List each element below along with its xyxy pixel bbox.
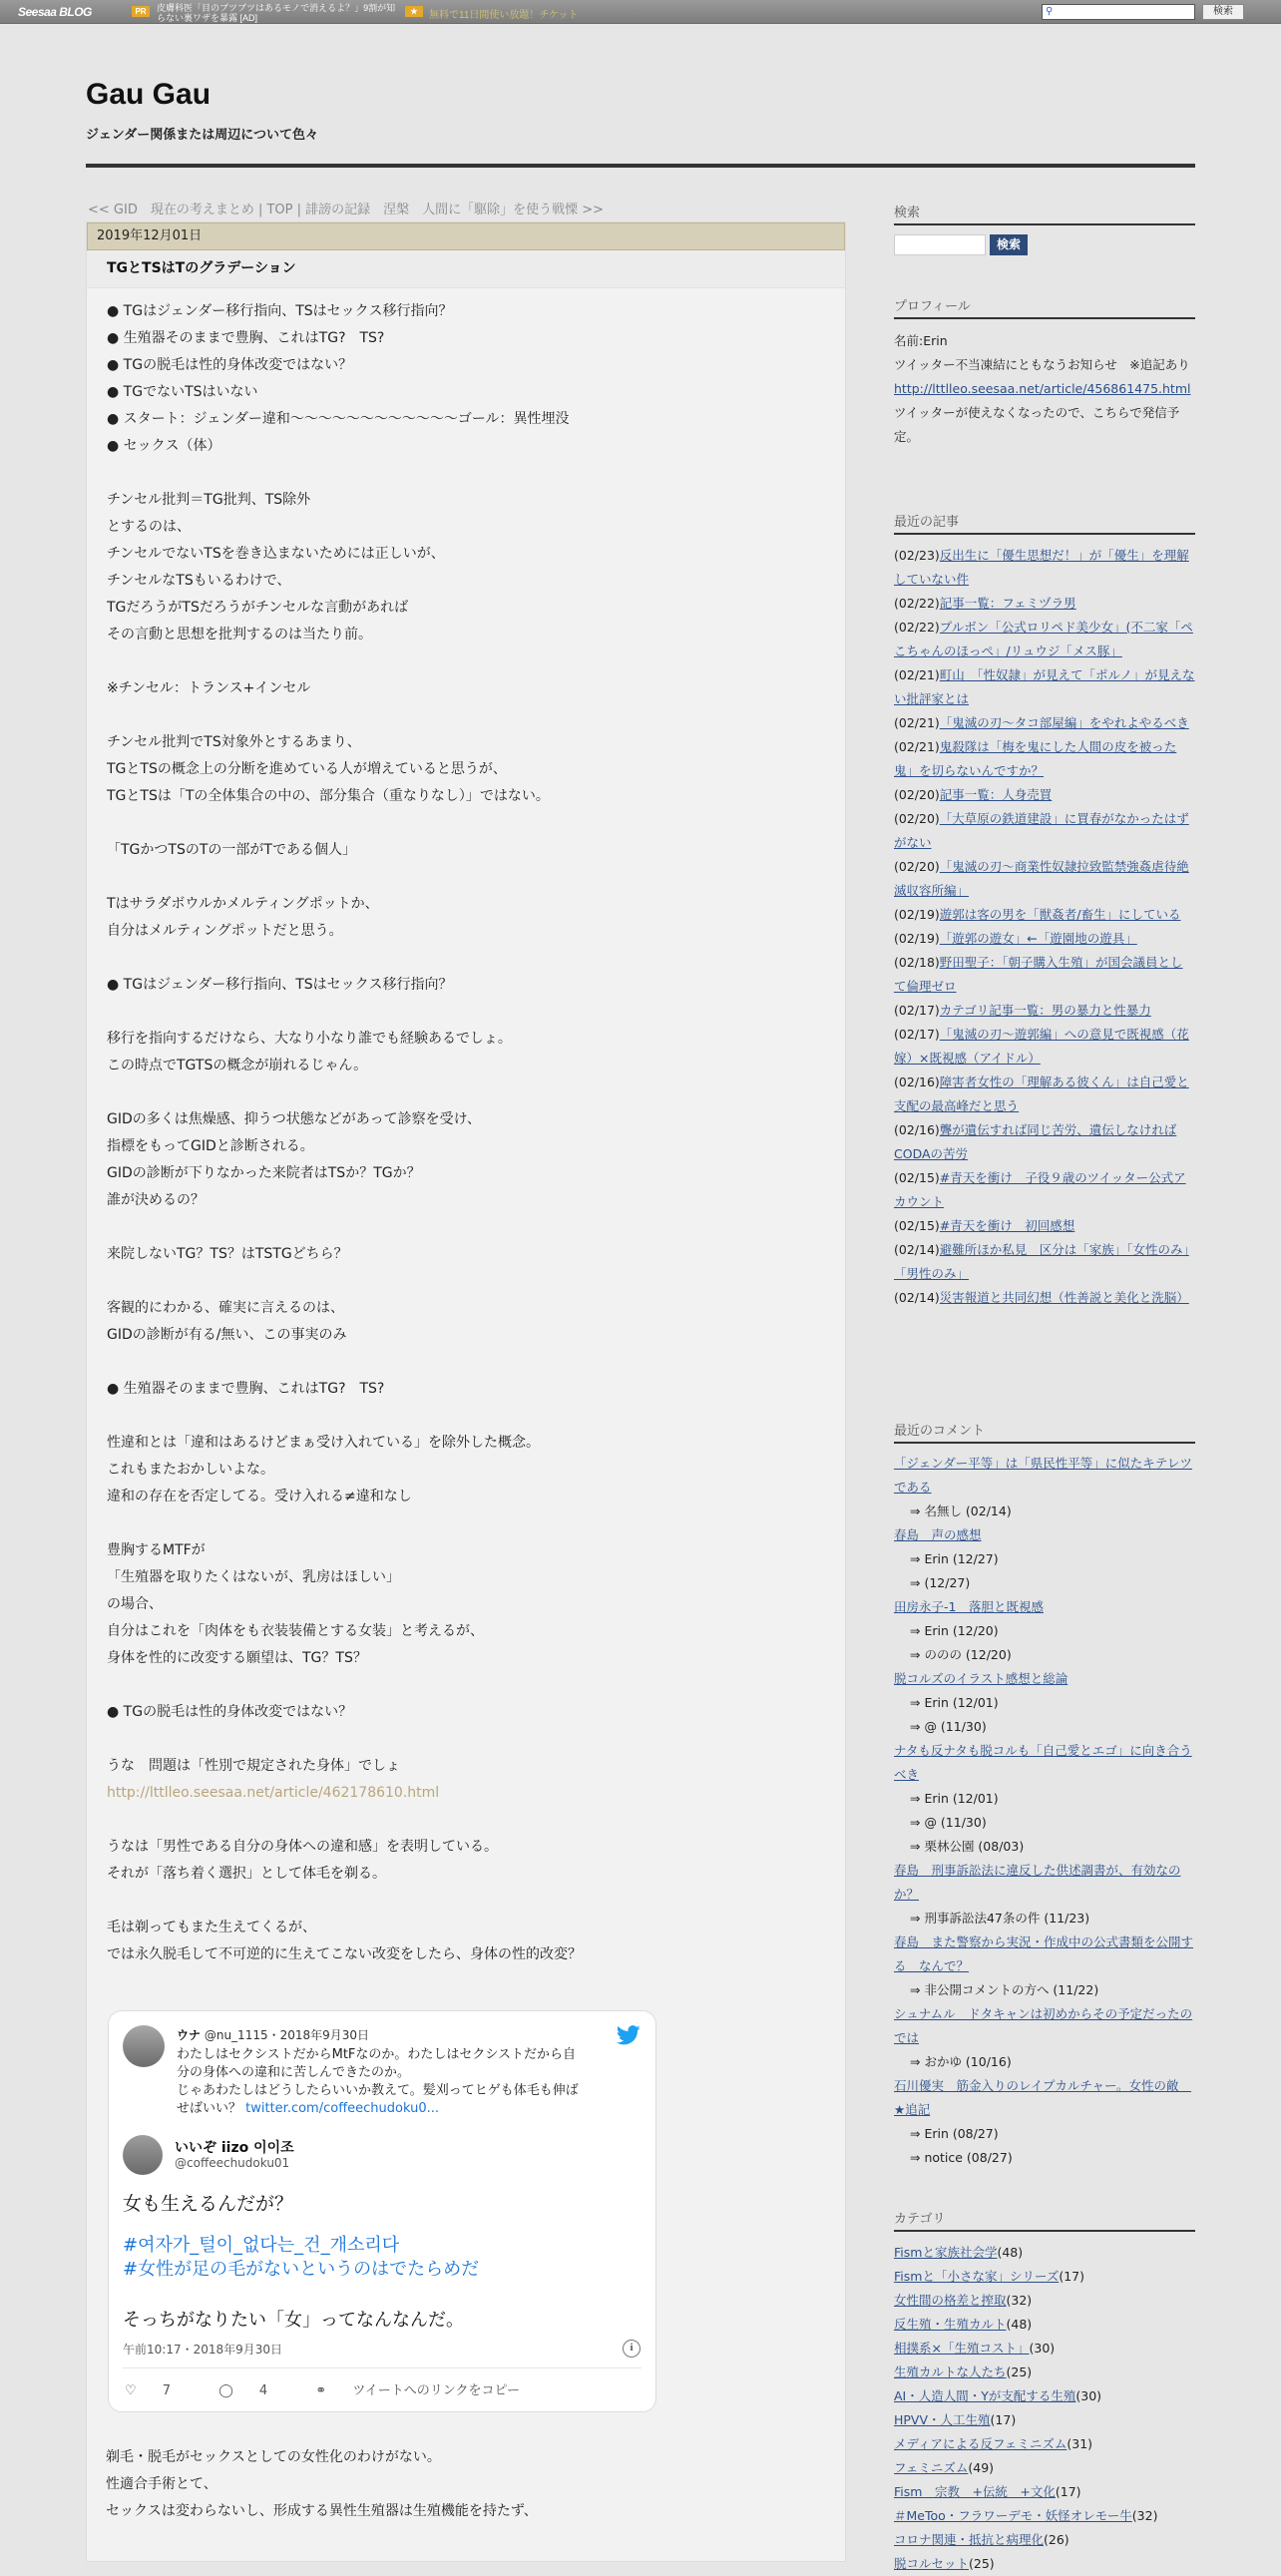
hashtags <box>123 2234 479 2282</box>
body-line: TGだろうがTSだろうがチンセルな言動があれば <box>107 600 409 616</box>
recent-article-date: (02/17) <box>894 1003 940 1018</box>
category-link[interactable]: 相撲系×「生殖コスト」 <box>894 2341 1030 2356</box>
blank-line <box>107 999 825 1026</box>
recent-article-link[interactable]: 災害報道と共同幻想（性善説と美化と洗脳） <box>939 1290 1189 1305</box>
recent-article-date: (02/14) <box>894 1242 940 1257</box>
body-link[interactable]: http://lttlleo.seesaa.net/article/462178610.html <box>107 1785 440 1801</box>
recent-article-date: (02/14) <box>894 1290 940 1305</box>
category-count: (49) <box>968 2460 995 2475</box>
recent-article-item <box>894 783 1195 807</box>
recent-article-link[interactable]: 「遊郭の遊女」←「遊園地の遊具」 <box>939 931 1137 946</box>
top-bar <box>0 0 1281 24</box>
body-line: ● TGはジェンダー移行指向、TSはセックス移行指向？ <box>107 977 453 993</box>
tweet-author[interactable]: ウナ @nu_1115・2018年9月30日 <box>177 2028 370 2042</box>
comment-entry[interactable]: ⇒ ののの (12/20) <box>910 1647 1012 1662</box>
recent-article-date: (02/23) <box>894 548 940 563</box>
blank-line <box>107 1079 825 1106</box>
recent-article-item <box>894 711 1195 735</box>
comment-entry[interactable]: ⇒ 刑事訴訟法47条の件 (11/23) <box>910 1911 1090 1926</box>
category-count: (32) <box>1131 2508 1158 2523</box>
ad-link[interactable]: 皮膚科医「目のブツブツはあるモノで消えるよ？」9割が知らない裏ワザを暴露 [AD] <box>157 3 396 23</box>
body-line: 指標をもってGIDと診断される。 <box>107 1138 314 1154</box>
recent-article-link[interactable]: 障害者女性の「理解ある彼くん」は自己愛と支配の最高峰だと思う <box>894 1074 1189 1113</box>
recent-article-item <box>894 903 1195 927</box>
recent-articles <box>894 544 1195 1310</box>
category-item <box>894 2289 1195 2313</box>
quoted-text: そっちがなりたい「女」ってなんなんだ。 <box>123 2310 464 2331</box>
body-line: 来院しないTG？TS？はTSTGどちら？ <box>107 1246 348 1262</box>
blog-title[interactable]: Gau Gau <box>86 78 212 111</box>
recent-article-item <box>894 592 1195 616</box>
category-link[interactable]: Fism 宗教 +伝統 +文化 <box>894 2484 1056 2499</box>
blank-line <box>107 945 825 972</box>
comment-entry[interactable]: ⇒ Erin (08/27) <box>910 2126 999 2141</box>
body-line: 移行を指向するだけなら、大なり小なり誰でも経験あるでしょ。 <box>107 1031 512 1047</box>
category-item <box>894 2456 1195 2480</box>
body-line: では永久脱毛して不可逆的に生えてこない改変をしたら、身体の性的改変？ <box>107 1946 582 1962</box>
body-line: 違和の存在を否定してる。受け入れる≠違和なし <box>107 1489 412 1504</box>
recent-article-date: (02/21) <box>894 715 940 730</box>
blank-line <box>107 702 825 729</box>
quoted-author[interactable]: いいぞ iizo 이이조 <box>175 2140 294 2156</box>
body-line: ● TGの脱毛は性的身体改変ではない？ <box>107 357 353 373</box>
reply-icon: ◯ <box>218 2383 233 2398</box>
recent-article-item <box>894 999 1195 1023</box>
recent-article-item <box>894 1286 1195 1310</box>
recent-article-date: (02/21) <box>894 739 940 754</box>
body-line: これもまたおかしいよな。 <box>107 1462 274 1478</box>
quoted-handle[interactable]: @coffeechudoku01 <box>175 2156 290 2170</box>
recent-article-link[interactable]: 記事一覧：人身売買 <box>939 787 1053 802</box>
body-line: 「TGかつTSのTの一部がTである個人」 <box>107 842 356 858</box>
article-title[interactable]: TGとTSはTのグラデーション <box>87 250 845 288</box>
category-link[interactable]: 脱コルセット <box>894 2556 970 2571</box>
magnifier-icon: ⚲ <box>1046 6 1054 17</box>
recent-article-date: (02/20) <box>894 859 940 874</box>
comment-entry[interactable]: ⇒ Erin (12/01) <box>910 1695 999 1710</box>
recent-article-date: (02/21) <box>894 667 940 682</box>
body-line: とするのは、 <box>107 519 191 535</box>
comment-article-link[interactable]: 脱コルズのイラスト感想と総論 <box>894 1671 1068 1686</box>
body-line: GIDの診断が有る/無い、この事実のみ <box>107 1327 347 1343</box>
comment-article-link[interactable]: 春島 刑事訴訟法に違反した供述調書が、有効なのか？ <box>894 1863 1181 1902</box>
recent-comments-heading: 最近のコメント <box>894 1420 1195 1444</box>
body-line: その言動と思想を批判するのは当たり前。 <box>107 627 372 643</box>
recent-article-item <box>894 1238 1195 1286</box>
body-line: ● スタート：ジェンダー違和～～～～～～～～～～～～ゴール：異性埋没 <box>107 411 570 427</box>
hashtag[interactable]: #女性が足の毛がないというのはでたらめだ <box>123 2259 480 2280</box>
tweet-link[interactable]: twitter.com/coffeechudoku0... <box>245 2101 440 2116</box>
twitter-bird-icon[interactable] <box>617 2025 640 2045</box>
body-line: TGとTSは「Tの全体集合の中の、部分集合（重なりなし）」ではない。 <box>107 788 550 804</box>
recent-article-date: (02/15) <box>894 1170 940 1185</box>
comment-article-link[interactable]: 春島 声の感想 <box>894 1527 982 1542</box>
recent-articles-heading: 最近の記事 <box>894 511 1195 535</box>
heart-icon: ♡ <box>125 2383 137 2398</box>
blank-line <box>107 1268 825 1295</box>
blank-line <box>107 864 825 891</box>
blank-line <box>107 460 825 487</box>
recent-article-date: (02/19) <box>894 907 940 922</box>
category-item <box>894 2552 1195 2576</box>
article-body-continued <box>106 2444 538 2525</box>
tweet-text: わたしはセクシストだからMtFなのか。わたしはセクシストだから自 分の身体への違和に苦しんできたのか。 じゃあわたしはどうしたらいいか教えて。髪刈ってヒゲも体毛も伸ば せばいい？ twitter.com/coffeechudoku0... <box>177 2047 579 2116</box>
comment-entry[interactable]: ⇒ 名無し (02/14) <box>910 1503 1012 1518</box>
category-link[interactable]: メディアによる反フェミニズム <box>894 2436 1068 2451</box>
body-line: ● 生殖器そのままで豊胸、これはTG? TS? <box>107 330 385 346</box>
body-line: 自分はこれを「肉体をも衣装装備とする女装」と考えるが、 <box>107 1623 484 1639</box>
tweet-timestamp[interactable]: 午前10:17・2018年9月30日 <box>123 2343 283 2357</box>
category-link[interactable]: ＃MeToo・フラワーデモ・妖怪オレモー牛 <box>894 2508 1132 2523</box>
recent-article-link[interactable]: 避難所ほか私見 区分は「家族」「女性のみ」「男性のみ」 <box>894 1242 1189 1281</box>
recent-article-item <box>894 807 1195 855</box>
profile-body: 名前:Erin ツイッター不当凍結にともなうお知らせ ※追記あり http://lttlleo.seesaa.net/article/456861475.html ツイッターが使えなくなったので、こちらで発信予定。 <box>894 333 1191 444</box>
avatar[interactable] <box>123 2025 165 2067</box>
body-line: ● TGでないTSはいない <box>107 384 258 400</box>
avatar[interactable] <box>123 2135 163 2175</box>
category-link[interactable]: AI・人造人間・Yが支配する生殖 <box>894 2388 1076 2403</box>
category-item <box>894 2337 1195 2361</box>
category-count: (32) <box>1006 2293 1033 2308</box>
recent-article-link[interactable]: 鬼殺隊は「梅を鬼にした人間の皮を被った鬼」を切らないんですか？ <box>894 739 1177 778</box>
blank-line <box>107 1349 825 1376</box>
article-date: 2019年12月01日 <box>87 222 845 250</box>
search-button[interactable]: 検索 <box>990 234 1028 255</box>
category-count: (48) <box>997 2245 1024 2260</box>
blank-line <box>107 810 825 837</box>
category-count: (30) <box>1075 2388 1102 2403</box>
body-line: 剃毛・脱毛がセックスとしての女性化のわけがない。 <box>106 2449 441 2465</box>
recent-article-date: (02/18) <box>894 955 940 970</box>
category-item <box>894 2361 1195 2384</box>
blank-line <box>107 1807 825 1834</box>
category-item <box>894 2528 1195 2552</box>
recent-article-date: (02/16) <box>894 1122 940 1137</box>
body-line: 毛は剃ってもまた生えてくるが、 <box>107 1920 316 1935</box>
quoted-text: 女も生えるんだが？ <box>123 2193 294 2215</box>
recent-article-item <box>894 855 1195 903</box>
body-line: の場合、 <box>107 1596 163 1612</box>
body-line: チンセルでないTSを巻き込まないためには正しいが、 <box>107 546 445 562</box>
category-item <box>894 2384 1195 2408</box>
comment-article-link[interactable]: 田房永子-1 落胆と既視感 <box>894 1599 1044 1614</box>
category-item <box>894 2432 1195 2456</box>
comment-entry[interactable]: ⇒ @ (11/30) <box>910 1719 987 1734</box>
recent-article-date: (02/16) <box>894 1074 940 1089</box>
category-item <box>894 2241 1195 2265</box>
category-count: (17) <box>1059 2269 1084 2284</box>
reply-button[interactable]: ◯ 4 <box>218 2383 268 2398</box>
recent-article-date: (02/20) <box>894 787 940 802</box>
category-count: (17) <box>1055 2484 1081 2499</box>
top-search-button[interactable]: 検索 <box>1202 4 1244 20</box>
body-line: チンセル批判＝TG批判、TS除外 <box>107 492 311 508</box>
ad2-badge: ★ <box>405 6 423 17</box>
body-line: それが「落ち着く選択」として体毛を剃る。 <box>107 1866 386 1882</box>
category-heading: カテゴリ <box>894 2208 1195 2232</box>
ad-badge: PR <box>132 6 150 17</box>
recent-article-item <box>894 735 1195 783</box>
recent-article-date: (02/22) <box>894 620 940 635</box>
blank-line <box>107 1888 825 1915</box>
category-count: (25) <box>969 2556 995 2571</box>
recent-article-link[interactable]: 反出生に「優生思想だ！」が「優生」を理解していない件 <box>894 548 1189 587</box>
recent-article-link[interactable]: 「鬼滅の刃～遊郭編」への意見で既視感（花嫁）×既視感（アイドル） <box>894 1027 1189 1066</box>
category-link[interactable]: フェミニズム <box>894 2460 969 2475</box>
comment-entry[interactable]: ⇒ notice (08/27) <box>910 2150 1013 2165</box>
body-line: 客観的にわかる、確実に言えるのは、 <box>107 1300 344 1316</box>
recent-article-date: (02/19) <box>894 931 940 946</box>
blank-line <box>107 1214 825 1241</box>
ad2-link[interactable]: 無料で11日間使い放題！チケット <box>429 10 579 21</box>
recent-article-link[interactable]: 「大草原の鉄道建設」に買春がなかったはずがない <box>894 811 1189 850</box>
divider <box>123 2367 641 2368</box>
body-line: GIDの診断が下りなかった来院者はTSか？TGか？ <box>107 1165 421 1181</box>
recent-article-item <box>894 927 1195 951</box>
recent-article-item <box>894 616 1195 663</box>
recent-comments <box>894 1452 1195 2170</box>
recent-article-item <box>894 1118 1195 1166</box>
comment-article-link[interactable]: ナタも反ナタも脱コルも「自己愛とエゴ」に向き合うべき <box>894 1743 1192 1782</box>
category-link[interactable]: 生殖カルトな人たち <box>894 2364 1007 2379</box>
blog-header <box>86 78 1195 143</box>
recent-article-link[interactable]: プルボン「公式ロリペド美少女」(不二家「ペこちゃんのほっぺ」/リュウジ「メス豚」 <box>894 620 1193 658</box>
like-button[interactable]: ♡ 7 <box>125 2383 172 2398</box>
body-line: ※チンセル：トランス+インセル <box>107 680 311 696</box>
recent-article-date: (02/15) <box>894 1218 940 1233</box>
recent-article-item <box>894 951 1195 999</box>
category-list <box>894 2241 1195 2576</box>
body-line: うな 問題は「性別で規定された身体」でしょ <box>107 1758 400 1774</box>
body-line: 身体を性的に改変する願望は、TG？TS？ <box>107 1650 367 1666</box>
body-line: うなは「男性である自分の身体への違和感」を表明している。 <box>107 1839 498 1855</box>
category-link[interactable]: Fismと「小さな家」シリーズ <box>894 2269 1060 2284</box>
comment-entry[interactable]: ⇒ Erin (12/20) <box>910 1623 999 1638</box>
recent-article-item <box>894 663 1195 711</box>
blank-line <box>107 1726 825 1753</box>
recent-article-item <box>894 1023 1195 1071</box>
recent-article-link[interactable]: 町山 「性奴隷」が見えて「ポルノ」が見えない批評家とは <box>894 667 1195 706</box>
recent-article-link[interactable]: 「鬼滅の刃～タコ部屋編」をやれよやるべき <box>939 715 1189 730</box>
comment-article-link[interactable]: 石川優実 筋金入りのレイプカルチャー。女性の敵 ★追記 <box>894 2078 1192 2117</box>
comment-article-link[interactable]: シュナムル ドタキャンは初めからその予定だったのでは <box>894 2006 1193 2045</box>
recent-article-link[interactable]: 記事一覧：フェミヅラ男 <box>939 596 1076 611</box>
body-line: チンセルなTSもいるわけで、 <box>107 573 291 589</box>
recent-article-link[interactable]: #青天を衝け 初回感想 <box>939 1218 1075 1233</box>
category-link[interactable]: 女性間の格差と搾取 <box>894 2293 1007 2308</box>
blank-line <box>107 648 825 675</box>
recent-article-link[interactable]: 聾が遺伝すれば同じ苦労、遺伝しなければCODAの苦労 <box>894 1122 1177 1161</box>
header-divider <box>86 164 1195 168</box>
comment-entry[interactable]: ⇒ Erin (12/27) <box>910 1551 999 1566</box>
body-line: ● TGの脱毛は性的身体改変ではない？ <box>107 1704 353 1720</box>
category-count: (31) <box>1067 2436 1093 2451</box>
recent-article-item <box>894 1166 1195 1214</box>
recent-article-link[interactable]: #青天を衝け 子役９歳のツイッター公式アカウント <box>894 1170 1186 1209</box>
category-count: (26) <box>1044 2532 1069 2547</box>
blank-line <box>107 1510 825 1537</box>
comment-entry[interactable]: ⇒ 非公開コメントの方へ (11/22) <box>910 1982 1099 1997</box>
comment-entry[interactable]: ⇒ (12/27) <box>910 1575 971 1590</box>
category-item <box>894 2408 1195 2432</box>
category-count: (25) <box>1006 2364 1033 2379</box>
category-item <box>894 2265 1195 2289</box>
info-icon[interactable]: i <box>623 2340 640 2358</box>
body-line: 誰が決めるの？ <box>107 1192 205 1208</box>
recent-article-date: (02/20) <box>894 811 940 826</box>
recent-article-item <box>894 1071 1195 1118</box>
body-line: 性違和とは「違和はあるけどまぁ受け入れている」を除外した概念。 <box>107 1435 540 1451</box>
comment-entry[interactable]: ⇒ 栗林公園 (08/03) <box>910 1839 1025 1854</box>
top-search-input[interactable] <box>1042 4 1195 20</box>
recent-article-date: (02/17) <box>894 1027 940 1042</box>
category-item <box>894 2480 1195 2504</box>
embedded-tweet[interactable] <box>108 2010 656 2412</box>
recent-article-link[interactable]: カテゴリ記事一覧：男の暴力と性暴力 <box>939 1003 1151 1018</box>
category-link[interactable]: Fismと家族社会学 <box>894 2245 998 2260</box>
body-line: Tはサラダボウルかメルティングポットか、 <box>107 896 379 912</box>
body-line: この時点でTGTSの概念が崩れるじゃん。 <box>107 1058 368 1073</box>
comment-entry[interactable]: ⇒ おかゆ (10/16) <box>910 2054 1012 2069</box>
category-item <box>894 2504 1195 2528</box>
category-item <box>894 2313 1195 2337</box>
hashtag[interactable]: #여자가_털이_없다는_건_개소리다 <box>123 2235 400 2256</box>
body-line: 「生殖器を取りたくはないが、乳房はほしい」 <box>107 1569 400 1585</box>
blog-description: ジェンダー関係または周辺について色々 <box>86 128 318 143</box>
comment-article-link[interactable]: 「ジェンダー平等」は「県民性平等」に似たキテレツである <box>894 1456 1193 1495</box>
comment-entry[interactable]: ⇒ Erin (12/01) <box>910 1791 999 1806</box>
body-line: セックスは変わらないし、形成する異性生殖器は生殖機能を持たず、 <box>106 2503 538 2519</box>
body-line: 自分はメルティングポットだと思う。 <box>107 923 343 939</box>
recent-article-item <box>894 544 1195 592</box>
comment-article-link[interactable]: 春島 また警察から実況・作成中の公式書類を公開する なんで？ <box>894 1934 1194 1973</box>
body-line: チンセル批判でTS対象外とするあまり、 <box>107 734 361 750</box>
category-link[interactable]: 反生殖・生殖カルト <box>894 2317 1007 2332</box>
body-line: 豊胸するMTFが <box>107 1542 206 1558</box>
article-body <box>87 288 845 1968</box>
blank-line <box>107 1672 825 1699</box>
copy-link-button[interactable]: ⚭ ツイートへのリンクをコピー <box>315 2383 520 2398</box>
tweet-actions <box>125 2379 564 2398</box>
category-link[interactable]: HPVV・人工生殖 <box>894 2412 991 2427</box>
profile-link[interactable]: http://lttlleo.seesaa.net/article/456861475.html <box>894 381 1191 396</box>
profile-heading: プロフィール <box>894 295 1195 319</box>
category-count: (30) <box>1029 2341 1056 2356</box>
body-line: ● セックス（体） <box>107 438 221 454</box>
search-input[interactable] <box>894 234 986 255</box>
recent-article-link[interactable]: 「鬼滅の刃～商業性奴隷拉致監禁強姦虐待絶滅収容所編」 <box>894 859 1189 898</box>
recent-article-item <box>894 1214 1195 1238</box>
body-line: TGとTSの概念上の分断を進めている人が増えていると思うが、 <box>107 761 507 777</box>
seesaa-logo[interactable]: Seesaa BLOG <box>18 5 92 19</box>
category-count: (17) <box>990 2412 1017 2427</box>
category-link[interactable]: コロナ関連・抵抗と病理化 <box>894 2532 1045 2547</box>
link-icon: ⚭ <box>315 2383 327 2398</box>
recent-article-link[interactable]: 野田聖子：「朝子購入生殖」が国会議員として倫理ゼロ <box>894 955 1183 994</box>
body-line: ● TGはジェンダー移行指向、TSはセックス移行指向？ <box>107 303 453 319</box>
comment-entry[interactable]: ⇒ @ (11/30) <box>910 1815 987 1830</box>
recent-article-date: (02/22) <box>894 596 940 611</box>
body-line: ● 生殖器そのままで豊胸、これはTG? TS? <box>107 1381 385 1397</box>
body-line: 性適合手術とて、 <box>106 2476 217 2492</box>
recent-article-link[interactable]: 遊郭は客の男を「獣姦者/畜生」にしている <box>939 907 1181 922</box>
blank-line <box>107 1403 825 1430</box>
search-heading: 検索 <box>894 202 1195 225</box>
body-line: GIDの多くは焦燥感、抑うつ状態などがあって診察を受け、 <box>107 1111 482 1127</box>
article-nav[interactable]: << GID 現在の考えまとめ | TOP | 誹謗の記録 涅槃 人間に「駆除」を使う戦慄 >> <box>88 203 605 217</box>
category-count: (48) <box>1006 2317 1033 2332</box>
